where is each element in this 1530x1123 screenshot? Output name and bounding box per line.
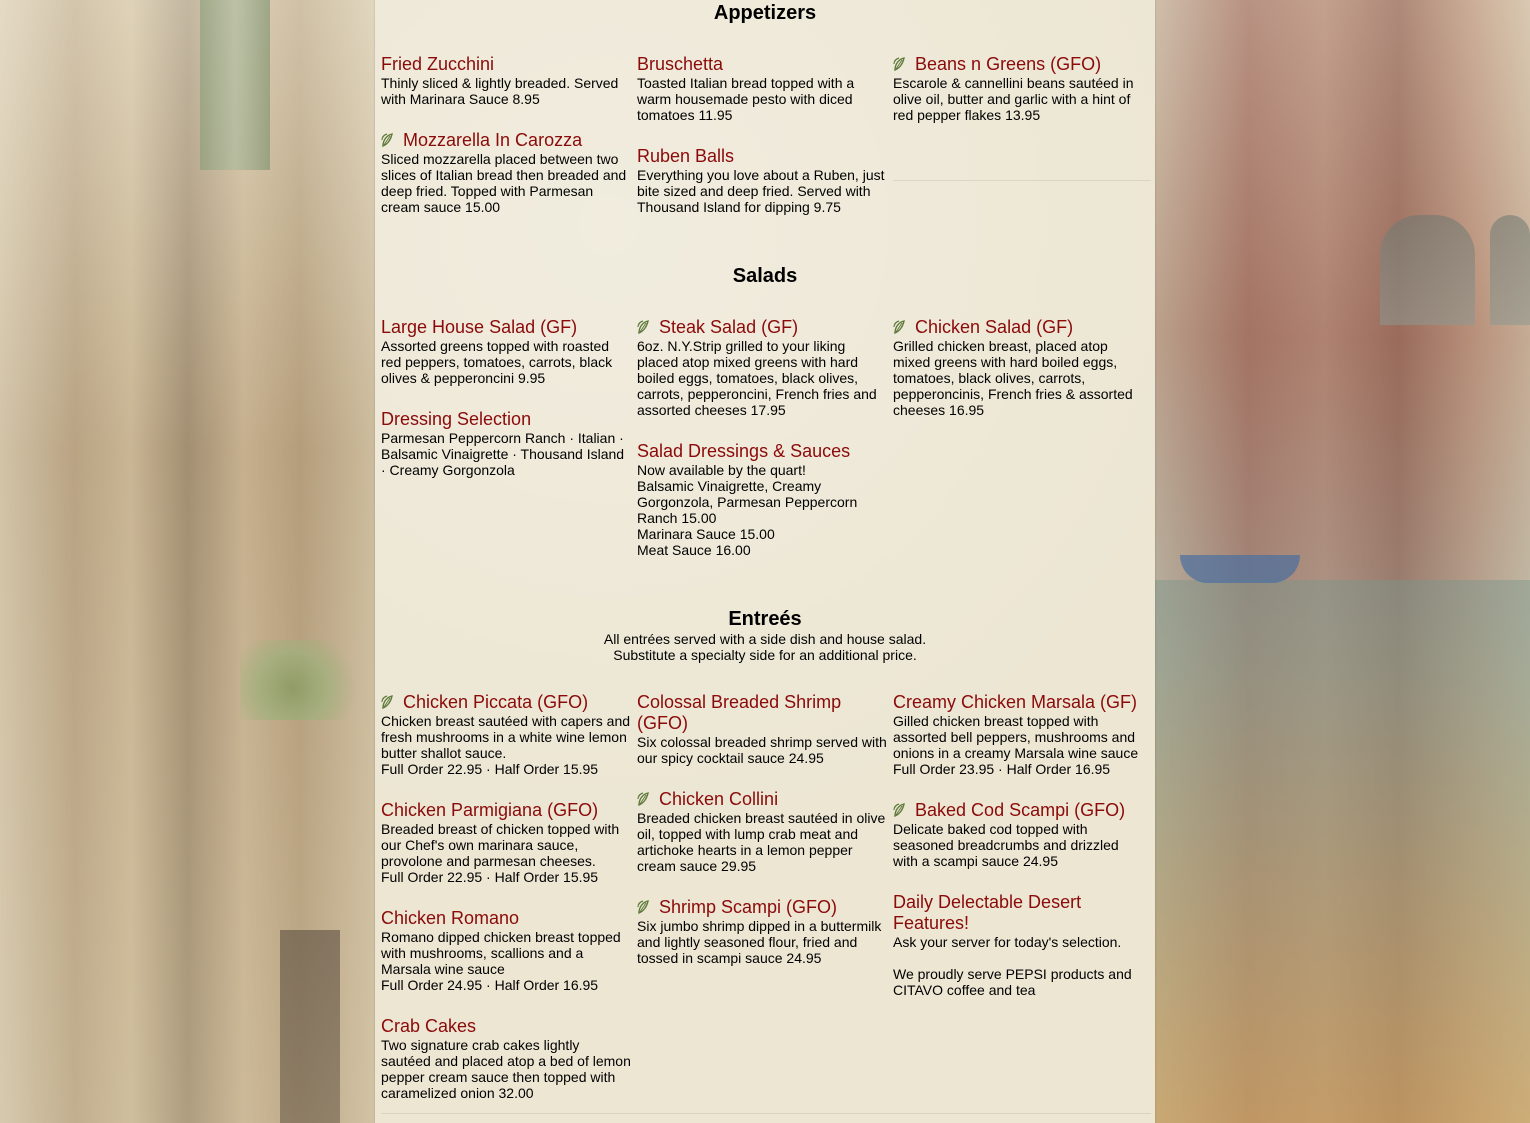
leaf-icon (637, 792, 649, 806)
menu-item-name (637, 146, 887, 167)
menu-item-name (893, 54, 1143, 75)
menu-item-name (381, 908, 631, 929)
entrees-col-2 (637, 692, 887, 966)
menu-item (381, 1016, 631, 1101)
menu-item-name (893, 892, 1143, 934)
menu-item-name-text: Colossal Breaded Shrimp (GFO) (637, 692, 842, 733)
menu-item-description: Gilled chicken breast topped with assorted bell peppers, mushrooms and onions in a creamy Marsala wine sauce (893, 713, 1139, 761)
leaf-icon (893, 803, 905, 817)
appetizers-col-3 (893, 54, 1143, 123)
menu-item-description: Full Order 22.95 · Half Order 15.95 (381, 869, 599, 885)
menu-item-name-text: Fried Zucchini (381, 54, 495, 74)
menu-item (893, 692, 1143, 777)
section-title-entrees: Entreés (728, 608, 802, 630)
menu-item (381, 54, 631, 107)
menu-item-name (381, 692, 631, 713)
menu-item-description: Meat Sauce 16.00 (637, 542, 751, 558)
menu-item-name-text: Creamy Chicken Marsala (GF) (893, 692, 1138, 712)
menu-item (381, 409, 631, 478)
leaf-icon (637, 320, 649, 334)
menu-item-name (381, 130, 631, 151)
menu-item-description: Sliced mozzarella placed between two slices of Italian bread then breaded and deep fried. Topped with Parmesan cream sauce 15.00 (381, 151, 627, 215)
entrees-col-1 (381, 692, 631, 1101)
menu-item-name-text: Salad Dressings & Sauces (637, 441, 851, 461)
menu-item-description: Thinly sliced & lightly breaded. Served with Marinara Sauce 8.95 (381, 75, 619, 107)
menu-item-name (381, 1016, 631, 1037)
entrees-note-line-2: Substitute a specialty side for an additional price. (613, 647, 917, 663)
menu-item-description: Everything you love about a Ruben, just bite sized and deep fried. Served with Thousand Island for dipping 9.75 (637, 167, 885, 215)
menu-item-description: Full Order 23.95 · Half Order 16.95 (893, 761, 1111, 777)
menu-item-description: Two signature crab cakes lightly sautéed and placed atop a bed of lemon pepper cream sauce then topped with caramelized onion 32.00 (381, 1037, 631, 1101)
background-canal (1155, 580, 1530, 1123)
menu-item-name-text: Chicken Piccata (GFO) (403, 692, 589, 712)
menu-item (893, 892, 1143, 950)
menu-item (381, 317, 631, 386)
menu-item-name (637, 317, 887, 338)
menu-item-name (637, 692, 887, 734)
salads-col-1 (381, 317, 631, 478)
menu-item-name-text: Crab Cakes (381, 1016, 477, 1036)
menu-item-description: Breaded chicken breast sautéed in olive oil, topped with lump crab meat and artichoke hearts in a lemon pepper cream sauce 29.95 (637, 810, 886, 874)
menu-item-description: Six colossal breaded shrimp served with our spicy cocktail sauce 24.95 (637, 734, 887, 766)
beverage-note: We proudly serve PEPSI products and CITAVO coffee and tea (893, 966, 1132, 998)
menu-item (381, 692, 631, 777)
menu-item (637, 54, 887, 123)
menu-item-name-text: Large House Salad (GF) (381, 317, 578, 337)
menu-item-description: Parmesan Peppercorn Ranch · Italian · Balsamic Vinaigrette · Thousand Island · Creamy Gorgonzola (381, 430, 625, 478)
menu-item-description: Marinara Sauce 15.00 (637, 526, 775, 542)
menu-item-name-text: Daily Delectable Desert Features! (893, 892, 1082, 933)
menu-item-name (893, 692, 1143, 713)
background-boat (1180, 555, 1300, 583)
background-plants (240, 640, 370, 720)
menu-item-description: Grilled chicken breast, placed atop mixed greens with hard boiled eggs, tomatoes, black olives, carrots, pepperoncinis, French fries & assorted cheeses 16.95 (893, 338, 1133, 418)
menu-item-name-text: Chicken Collini (659, 789, 779, 809)
leaf-icon (893, 57, 905, 71)
menu-item-name-text: Baked Cod Scampi (GFO) (915, 800, 1126, 820)
menu-item (893, 800, 1143, 869)
menu-item-name-text: Mozzarella In Carozza (403, 130, 583, 150)
menu-item-description: Delicate baked cod topped with seasoned breadcrumbs and drizzled with a scampi sauce 24.95 (893, 821, 1119, 869)
salads-col-3 (893, 317, 1143, 418)
menu-item (637, 897, 887, 966)
menu-item-name-text: Steak Salad (GF) (659, 317, 799, 337)
menu-item-description: Full Order 22.95 · Half Order 15.95 (381, 761, 599, 777)
menu-item (893, 54, 1143, 123)
menu-item-name-text: Bruschetta (637, 54, 724, 74)
entrees-note-line-1: All entrées served with a side dish and house salad. (603, 631, 927, 647)
salads-col-2 (637, 317, 887, 558)
menu-item-name-text: Beans n Greens (GFO) (915, 54, 1102, 74)
menu-item-description: Romano dipped chicken breast topped with mushrooms, scallions and a Marsala wine sauce (381, 929, 621, 977)
menu-item (893, 317, 1143, 418)
menu-item (637, 146, 887, 215)
menu-item-description: Now available by the quart! (637, 462, 806, 478)
menu-item-name-text: Chicken Romano (381, 908, 520, 928)
menu-item-name-text: Chicken Salad (GF) (915, 317, 1074, 337)
menu-item (381, 908, 631, 993)
appetizers-col-1 (381, 54, 631, 215)
background-shutter (200, 0, 270, 170)
divider (381, 1113, 1151, 1114)
background-left-photo (0, 0, 375, 1123)
menu-item-name (381, 800, 631, 821)
menu-item-description: Six jumbo shrimp dipped in a buttermilk and lightly seasoned flour, fried and tossed in scampi sauce 24.95 (637, 918, 882, 966)
menu-item-name (637, 897, 887, 918)
menu-item (637, 317, 887, 418)
leaf-icon (637, 900, 649, 914)
menu-item-description: 6oz. N.Y.Strip grilled to your liking placed atop mixed greens with hard boiled eggs, tomatoes, black olives, carrots, pepperoncini, French fries and assorted cheeses 17.95 (637, 338, 877, 418)
menu-item (381, 130, 631, 215)
menu-item-description: Chicken breast sautéed with capers and fresh mushrooms in a white wine lemon butter shallot sauce. (381, 713, 631, 761)
menu-item-name (637, 54, 887, 75)
menu-item (637, 441, 887, 558)
menu-item-name-text: Dressing Selection (381, 409, 532, 429)
menu-item-description: Assorted greens topped with roasted red peppers, tomatoes, carrots, black olives & pepperoncini 9.95 (381, 338, 613, 386)
entrees-col-3 (893, 692, 1143, 998)
menu-item-description: Ask your server for today's selection. (893, 934, 1122, 950)
menu-panel (375, 0, 1155, 1123)
menu-item-name (893, 800, 1143, 821)
background-door (280, 930, 340, 1123)
menu-item-description: Breaded breast of chicken topped with our Chef's own marinara sauce, provolone and parmesan cheeses. (381, 821, 620, 869)
menu-item-name (637, 441, 887, 462)
menu-item-description: Full Order 24.95 · Half Order 16.95 (381, 977, 599, 993)
leaf-icon (381, 695, 393, 709)
menu-item-description: Toasted Italian bread topped with a warm housemade pesto with diced tomatoes 11.95 (637, 75, 855, 123)
divider (893, 180, 1151, 181)
menu-item-name-text: Shrimp Scampi (GFO) (659, 897, 838, 917)
menu-item-name-text: Ruben Balls (637, 146, 735, 166)
menu-item (637, 789, 887, 874)
menu-item-name (637, 789, 887, 810)
background-window (1490, 215, 1530, 325)
background-right-photo (1155, 0, 1530, 1123)
menu-item-name (381, 317, 631, 338)
appetizers-col-2 (637, 54, 887, 215)
menu-item-name (381, 54, 631, 75)
menu-item-description: Escarole & cannellini beans sautéed in olive oil, butter and garlic with a hint of red pepper flakes 13.95 (893, 75, 1134, 123)
menu-item-name-text: Chicken Parmigiana (GFO) (381, 800, 599, 820)
menu-item-name (893, 317, 1143, 338)
background-window (1380, 215, 1475, 325)
leaf-icon (893, 320, 905, 334)
leaf-icon (381, 133, 393, 147)
menu-item (637, 692, 887, 766)
section-title-appetizers: Appetizers (713, 2, 817, 24)
menu-item (381, 800, 631, 885)
section-title-salads: Salads (732, 265, 798, 287)
menu-item-description: Balsamic Vinaigrette, Creamy Gorgonzola, Parmesan Peppercorn Ranch 15.00 (637, 478, 858, 526)
menu-item-name (381, 409, 631, 430)
